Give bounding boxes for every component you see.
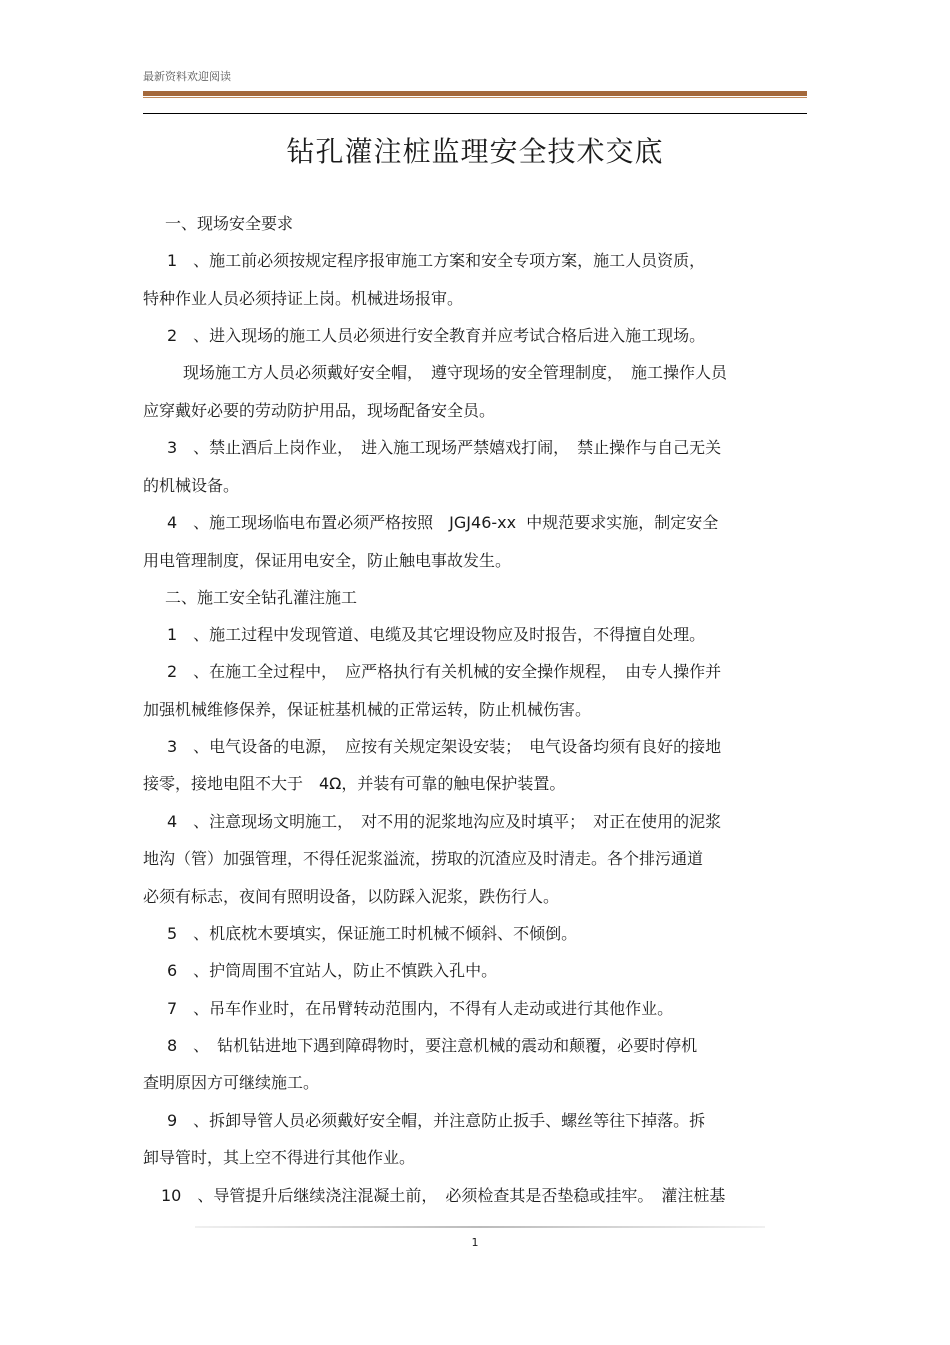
footer-rule <box>195 1226 765 1228</box>
body-line: 10 、导管提升后继续浇注混凝土前， 必须检查其是否垫稳或挂牢。 灌注桩基 <box>161 1186 726 1205</box>
header-underline <box>143 113 807 114</box>
body-line: 2 、在施工全过程中， 应严格执行有关机械的安全操作规程， 由专人操作并 <box>167 662 722 681</box>
document-title: 钻孔灌注桩监理安全技术交底 <box>286 135 664 168</box>
body-line: 一、现场安全要求 <box>165 214 294 233</box>
body-line: 现场施工方人员必须戴好安全帽， 遵守现场的安全管理制度， 施工操作人员 <box>183 363 728 382</box>
body-line: 查明原因方可继续施工。 <box>143 1073 320 1092</box>
body-line: 9 、拆卸导管人员必须戴好安全帽，并注意防止扳手、螺丝等往下掉落。拆 <box>167 1111 706 1130</box>
body-line: 1 、施工前必须按规定程序报审施工方案和安全专项方案，施工人员资质， <box>167 251 706 270</box>
body-line: 4 、施工现场临电布置必须严格按照 JGJ46-xx 中规范要求实施，制定安全 <box>167 513 719 532</box>
body-line: 特种作业人员必须持证上岗。机械进场报审。 <box>143 289 464 308</box>
body-line: 必须有标志，夜间有照明设备，以防踩入泥浆，跌伤行人。 <box>143 887 560 906</box>
body-line: 卸导管时，其上空不得进行其他作业。 <box>143 1148 416 1167</box>
body-line: 的机械设备。 <box>143 476 240 495</box>
body-line: 8 、 钻机钻进地下遇到障碍物时，要注意机械的震动和颠覆，必要时停机 <box>167 1036 698 1055</box>
body-line: 二、施工安全钻孔灌注施工 <box>165 588 358 607</box>
running-header: 最新资料欢迎阅读 <box>143 70 231 83</box>
body-line: 1 、施工过程中发现管道、电缆及其它埋设物应及时报告，不得擅自处理。 <box>167 625 706 644</box>
body-line: 2 、进入现场的施工人员必须进行安全教育并应考试合格后进入施工现场。 <box>167 326 706 345</box>
header-rule-thin <box>143 97 807 98</box>
body-line: 3 、禁止酒后上岗作业， 进入施工现场严禁嬉戏打闹， 禁止操作与自己无关 <box>167 438 722 457</box>
page-number: 1 <box>471 1236 479 1249</box>
body-line: 应穿戴好必要的劳动防护用品，现场配备安全员。 <box>143 401 496 420</box>
body-line: 地沟（管）加强管理，不得任泥浆溢流，捞取的沉渣应及时清走。各个排污通道 <box>143 849 704 868</box>
body-line: 3 、电气设备的电源， 应按有关规定架设安装； 电气设备均须有良好的接地 <box>167 737 722 756</box>
body-line: 5 、机底枕木要填实，保证施工时机械不倾斜、不倾倒。 <box>167 924 578 943</box>
body-line: 用电管理制度，保证用电安全，防止触电事故发生。 <box>143 551 512 570</box>
body-line: 4 、注意现场文明施工， 对不用的泥浆地沟应及时填平； 对正在使用的泥浆 <box>167 812 722 831</box>
body-line: 接零，接地电阻不大于 4Ω，并装有可靠的触电保护装置。 <box>143 774 566 793</box>
body-line: 加强机械维修保养，保证桩基机械的正常运转，防止机械伤害。 <box>143 700 592 719</box>
header-rule <box>143 91 807 96</box>
body-line: 6 、护筒周围不宜站人，防止不慎跌入孔中。 <box>167 961 498 980</box>
body-line: 7 、吊车作业时，在吊臂转动范围内，不得有人走动或进行其他作业。 <box>167 999 674 1018</box>
